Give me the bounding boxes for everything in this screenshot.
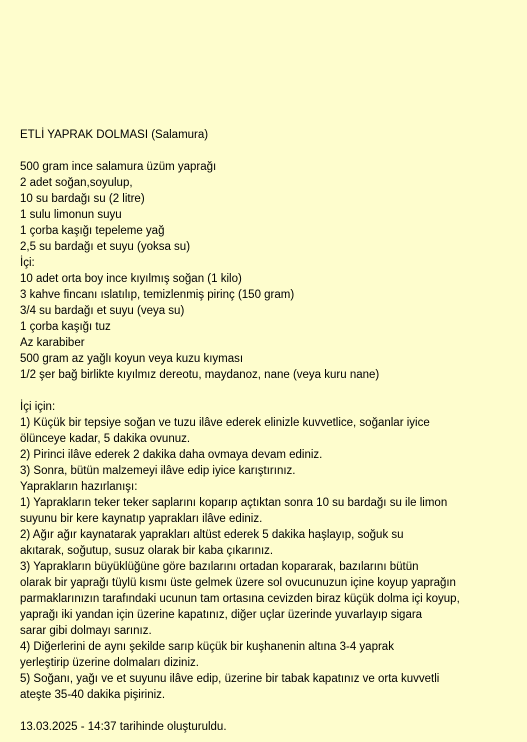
step-line: ateşte 35-40 dakika pişiriniz. bbox=[20, 689, 166, 701]
spacer bbox=[20, 383, 520, 399]
filling-line: 1 çorba kaşığı tuz bbox=[20, 321, 111, 333]
step-line: 3) Sonra, bütün malzemeyi ilâve edip iyice karıştırınız. bbox=[20, 465, 296, 477]
ingredient-line: 2 adet soğan,soyulup, bbox=[20, 177, 133, 189]
step-line: 3) Yaprakların büyüklüğüne göre bazılarını ortadan kopararak, bazılarını bütün bbox=[20, 561, 419, 573]
step-line: yaprağı iki yandan için üzerine kapatınız, diğer uçlar üzerinde yuvarlayıp sigara bbox=[20, 609, 423, 621]
filling-line: Az karabiber bbox=[20, 337, 85, 349]
ingredients-list bbox=[20, 159, 520, 255]
step-line: sarar gibi dolmayı sarınız. bbox=[20, 625, 152, 637]
filling-line: 3 kahve fincanı ıslatılıp, temizlenmiş pirinç (150 gram) bbox=[20, 289, 295, 301]
filling-line: 500 gram az yağlı koyun veya kuzu kıyması bbox=[20, 353, 244, 365]
step-line: yerleştirip üzerine dolmaları diziniz. bbox=[20, 657, 199, 669]
step-line: suyunu bir kere kaynatıp yaprakları ilâve ediniz. bbox=[20, 513, 263, 525]
recipe-document bbox=[20, 127, 520, 735]
step-line: ölünceye kadar, 5 dakika ovunuz. bbox=[20, 433, 191, 445]
step-line: akıtarak, soğutup, susuz olarak bir kaba çıkarınız. bbox=[20, 545, 274, 557]
step-line: 1) Yaprakların teker teker saplarını koparıp açtıktan sonra 10 su bardağı su ile limon bbox=[20, 497, 448, 509]
filling-list bbox=[20, 271, 520, 383]
filling-steps-heading: İçi için: bbox=[20, 401, 56, 413]
ingredient-line: 1 çorba kaşığı tepeleme yağ bbox=[20, 225, 165, 237]
recipe-title: ETLİ YAPRAK DOLMASI (Salamura) bbox=[20, 129, 209, 141]
spacer bbox=[20, 703, 520, 719]
step-line: olarak bir yaprağı tüylü kısmı üste gelmek üzere sol ovucunuzun içine koyup yaprağın bbox=[20, 577, 456, 589]
filling-line: 10 adet orta boy ince kıyılmış soğan (1 kilo) bbox=[20, 273, 242, 285]
step-line: 4) Diğerlerini de aynı şekilde sarıp küçük bir kuşhanenin altına 3-4 yaprak bbox=[20, 641, 394, 653]
filling-heading: İçi: bbox=[20, 257, 35, 269]
step-line: parmaklarınızın tarafındaki ucunun tam ortasına cevizden biraz küçük dolma içi koyup, bbox=[20, 593, 460, 605]
leaves-heading: Yaprakların hazırlanışı: bbox=[20, 481, 138, 493]
ingredient-line: 500 gram ince salamura üzüm yaprağı bbox=[20, 161, 217, 173]
step-line: 2) Ağır ağır kaynatarak yaprakları altüst ederek 5 dakika haşlayıp, soğuk su bbox=[20, 529, 404, 541]
ingredient-line: 10 su bardağı su (2 litre) bbox=[20, 193, 145, 205]
filling-steps bbox=[20, 415, 520, 479]
spacer bbox=[20, 143, 520, 159]
ingredient-line: 2,5 su bardağı et suyu (yoksa su) bbox=[20, 241, 191, 253]
step-line: 2) Pirinci ilâve ederek 2 dakika daha ovmaya devam ediniz. bbox=[20, 449, 323, 461]
filling-line: 1/2 şer bağ birlikte kıyılmız dereotu, maydanoz, nane (veya kuru nane) bbox=[20, 369, 380, 381]
ingredient-line: 1 sulu limonun suyu bbox=[20, 209, 122, 221]
creation-timestamp: 13.03.2025 - 14:37 tarihinde oluşturuldu. bbox=[20, 721, 227, 733]
leaves-steps bbox=[20, 495, 520, 703]
filling-line: 3/4 su bardağı et suyu (veya su) bbox=[20, 305, 185, 317]
step-line: 5) Soğanı, yağı ve et suyunu ilâve edip, üzerine bir tabak kapatınız ve orta kuvvetli bbox=[20, 673, 440, 685]
step-line: 1) Küçük bir tepsiye soğan ve tuzu ilâve ederek elinizle kuvvetlice, soğanlar iyice bbox=[20, 417, 430, 429]
